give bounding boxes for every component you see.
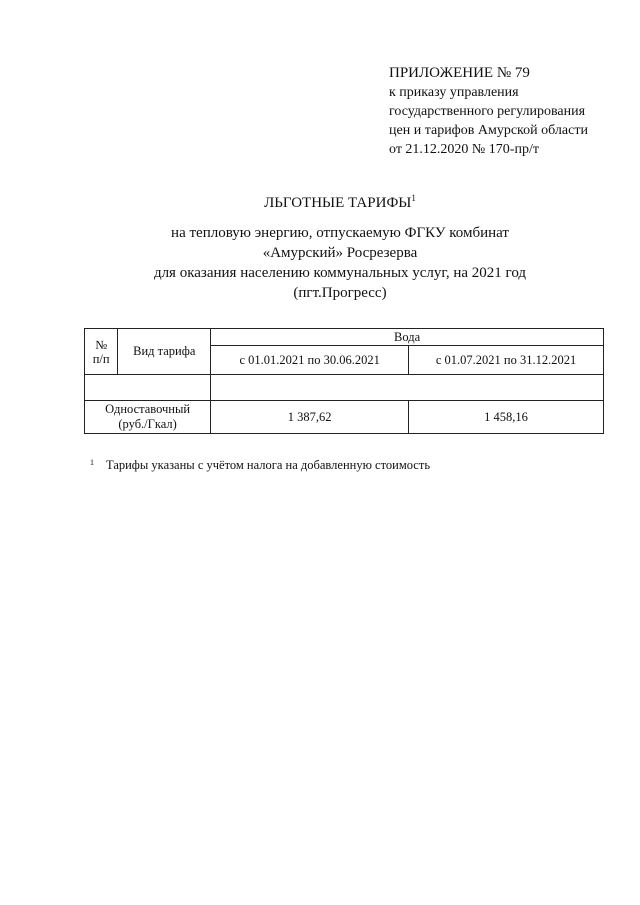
subtitle	[80, 223, 600, 303]
document-title	[80, 188, 600, 213]
appendix-block	[389, 64, 629, 159]
subtitle-line: «Амурский» Росрезерва	[262, 245, 418, 261]
tariff-table	[84, 328, 604, 434]
header-num: № п/п	[85, 329, 118, 375]
footnote-mark: 1	[90, 458, 94, 467]
appendix-line: от 21.12.2020 № 170-пр/т	[389, 142, 539, 157]
footnote	[90, 458, 590, 473]
title-block	[80, 188, 600, 303]
tariff-value-period-1: 1 387,62	[211, 401, 409, 434]
table-empty-row	[85, 375, 604, 401]
header-period-1: с 01.01.2021 по 30.06.2021	[211, 346, 409, 375]
tariff-type-cell: Одноставочный (руб./Гкал)	[85, 401, 211, 434]
table-header-row	[85, 329, 604, 346]
header-group-water: Вода	[211, 329, 604, 346]
header-type: Вид тарифа	[118, 329, 211, 375]
appendix-line: к приказу управления	[389, 85, 519, 100]
subtitle-line: (пгт.Прогресс)	[293, 285, 387, 301]
appendix-line: государственного регулирования	[389, 104, 586, 119]
tariff-value-period-2: 1 458,16	[409, 401, 604, 434]
header-period-2: с 01.07.2021 по 31.12.2021	[409, 346, 604, 375]
subtitle-line: на тепловую энергию, отпускаемую ФГКУ комбинат	[171, 225, 509, 241]
footnote-text: Тарифы указаны с учётом налога на добавленную стоимость	[106, 458, 431, 472]
appendix-line: цен и тарифов Амурской области	[389, 123, 588, 138]
empty-cell	[85, 375, 211, 401]
subtitle-line: для оказания населению коммунальных услуг, на 2021 год	[153, 265, 527, 281]
empty-cell	[211, 375, 604, 401]
footnote-ref: 1	[411, 193, 416, 203]
table-row	[85, 401, 604, 434]
appendix-heading: ПРИЛОЖЕНИЕ № 79	[389, 65, 530, 81]
title-text: ЛЬГОТНЫЕ ТАРИФЫ	[264, 195, 412, 211]
